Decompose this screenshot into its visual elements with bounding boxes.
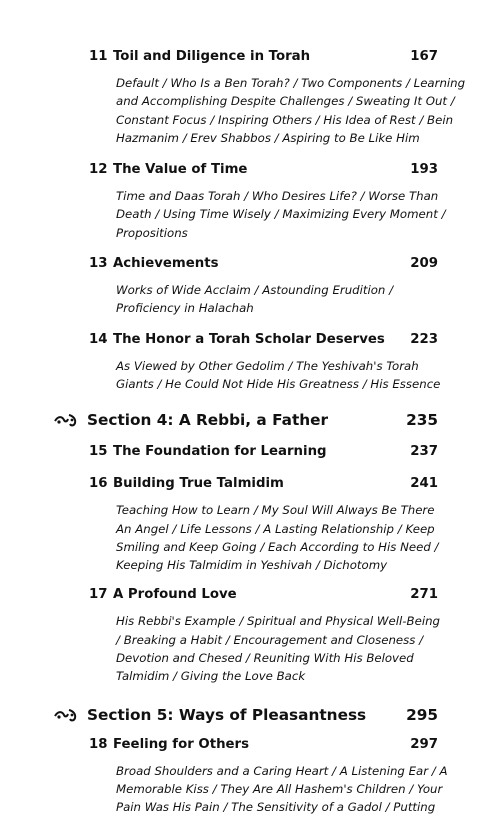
chapter-title: Feeling for Others <box>113 736 250 752</box>
chapter-topics <box>116 74 466 147</box>
chapter-entry <box>89 46 466 147</box>
chapter-entry <box>89 329 441 394</box>
chapter-number: 11 <box>89 49 108 64</box>
chapter-heading <box>89 734 438 756</box>
section-page-number: 295 <box>406 705 438 724</box>
chapter-title: The Value of Time <box>113 162 248 178</box>
topic-line: / Breaking a Habit / Encouragement and Closeness / <box>116 632 424 647</box>
chapter-number: 17 <box>89 587 108 603</box>
section-title: Section 4: A Rebbi, a Father <box>87 411 329 430</box>
topic-line: Memorable Kiss / They Are All Hashem's Children / Your <box>116 781 443 796</box>
section-heading <box>54 702 438 728</box>
chapter-number: 14 <box>89 331 108 347</box>
chapter-entry <box>89 441 438 463</box>
chapter-page-number: 209 <box>410 256 438 272</box>
topic-line: Teaching How to Learn / My Soul Will Always Be There <box>116 503 435 518</box>
chapter-title: Achievements <box>113 256 219 272</box>
chapter-title: Toil and Diligence in Torah <box>113 49 311 64</box>
chapter-page-number: 241 <box>410 476 438 492</box>
chapter-heading <box>89 329 438 351</box>
chapter-number: 12 <box>89 162 108 178</box>
chapter-title: The Foundation for Learning <box>113 444 327 460</box>
chapter-page-number: 223 <box>410 331 438 347</box>
topic-line: Works of Wide Acclaim / Astounding Erudition / <box>116 283 394 298</box>
topic-line: His Rebbi's Example / Spiritual and Physical Well-Being <box>116 614 441 629</box>
topic-line: An Angel / Life Lessons / A Lasting Relationship / Keep <box>116 521 435 536</box>
chapter-topics <box>116 612 441 685</box>
topic-line: Pain Was His Pain / The Sensitivity of a Gadol / Putting <box>116 800 436 815</box>
topic-line: Proficiency in Halachah <box>116 301 254 316</box>
chapter-title: The Honor a Torah Scholar Deserves <box>113 331 385 347</box>
topic-line: Smiling and Keep Going / Each According to His Need / <box>116 539 439 554</box>
topic-line: Constant Focus / Inspiring Others / His Idea of Rest / Bein <box>116 112 454 127</box>
topic-line: Hazmanim / Erev Shabbos / Aspiring to Be Like Him <box>116 130 420 145</box>
chapter-entry <box>89 473 438 574</box>
chapter-entry <box>89 734 448 817</box>
topic-line: Talmidim / Giving the Love Back <box>116 669 306 684</box>
chapter-heading <box>89 159 438 181</box>
topic-line: Default / Who Is a Ben Torah? / Two Components / Learning <box>116 76 466 90</box>
section-heading <box>54 407 438 433</box>
chapter-number: 13 <box>89 256 108 272</box>
ornament-icon <box>54 708 78 722</box>
topic-line: Giants / He Could Not Hide His Greatness / His Essence <box>116 376 441 391</box>
topic-line: Keeping His Talmidim in Yeshivah / Dichotomy <box>116 558 388 573</box>
section-page-number: 235 <box>406 411 438 430</box>
topic-line: As Viewed by Other Gedolim / The Yeshivah's Torah <box>116 358 419 373</box>
chapter-page-number: 237 <box>410 444 438 460</box>
chapter-heading <box>89 441 438 463</box>
chapter-number: 18 <box>89 736 108 752</box>
chapter-page-number: 193 <box>410 162 438 178</box>
section-title: Section 5: Ways of Pleasantness <box>87 705 367 724</box>
chapter-topics <box>116 762 448 817</box>
chapter-entry <box>89 584 441 685</box>
chapter-heading <box>89 473 438 495</box>
ornament-icon <box>54 413 78 427</box>
topic-line: and Accomplishing Despite Challenges / Sweating It Out / <box>116 94 455 109</box>
chapter-topics <box>116 187 446 242</box>
chapter-title: Building True Talmidim <box>113 476 284 492</box>
table-of-contents <box>0 46 500 817</box>
topic-line: Time and Daas Torah / Who Desires Life? / Worse Than <box>116 189 439 204</box>
chapter-heading <box>89 253 438 275</box>
topic-line: Broad Shoulders and a Caring Heart / A Listening Ear / A <box>116 763 448 778</box>
chapter-page-number: 271 <box>410 587 438 603</box>
chapter-number: 15 <box>89 444 108 460</box>
topic-line: Devotion and Chesed / Reuniting With His Beloved <box>116 651 414 666</box>
topic-line: Propositions <box>116 225 188 240</box>
chapter-page-number: 297 <box>410 736 438 752</box>
chapter-topics <box>116 281 438 318</box>
chapter-topics <box>116 501 438 574</box>
topic-line: Death / Using Time Wisely / Maximizing Every Moment / <box>116 207 446 222</box>
chapter-heading <box>89 46 438 68</box>
chapter-entry <box>89 253 438 318</box>
chapter-number: 16 <box>89 476 108 492</box>
chapter-topics <box>116 357 441 394</box>
chapter-entry <box>89 159 446 242</box>
chapter-title: A Profound Love <box>113 587 237 603</box>
chapter-heading <box>89 584 438 606</box>
chapter-page-number: 167 <box>410 49 438 64</box>
